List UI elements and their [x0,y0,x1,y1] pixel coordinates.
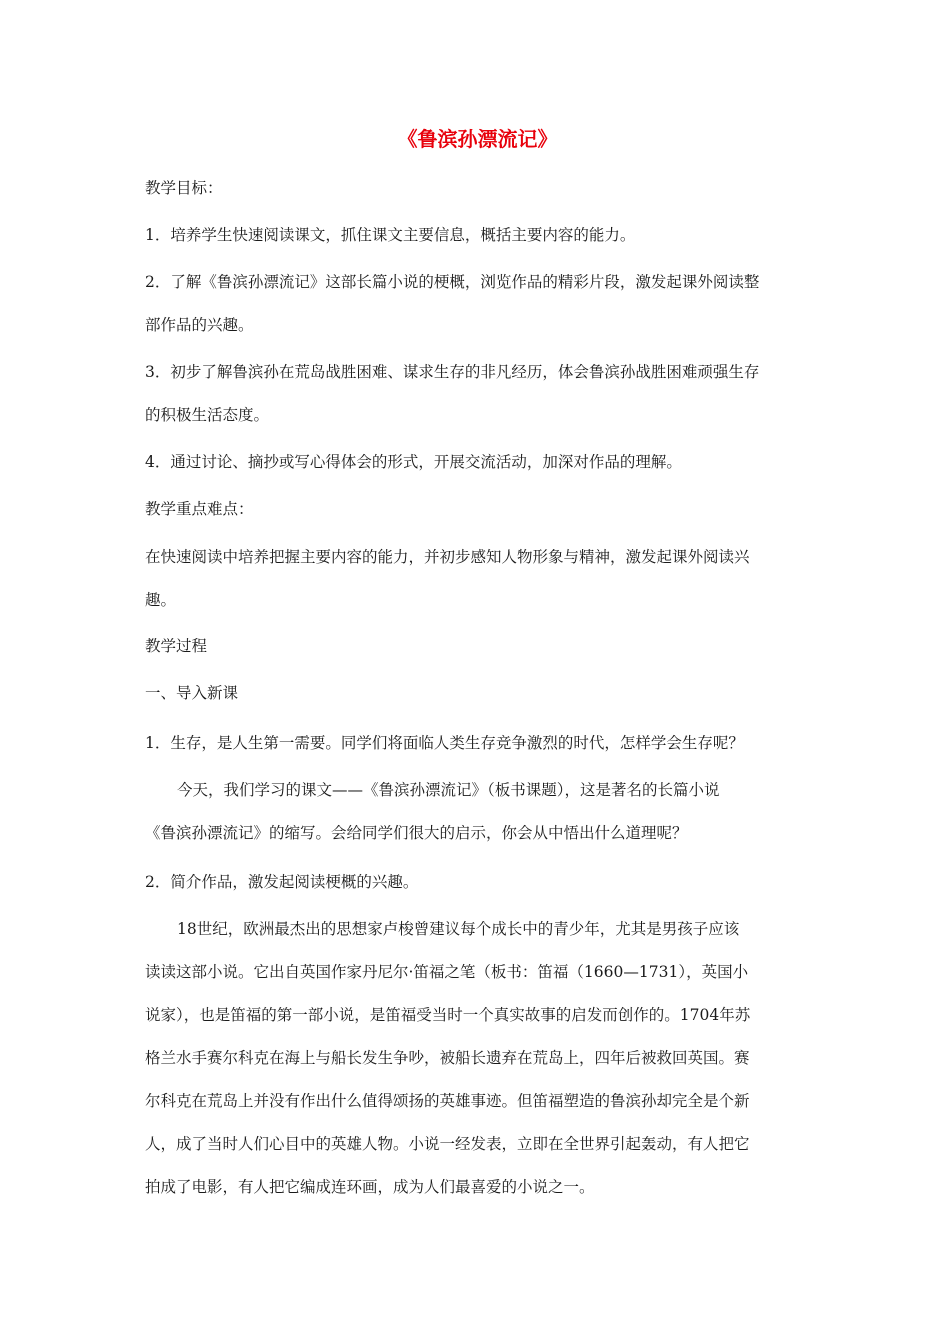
intro-item-1: 1．生存，是人生第一需要。同学们将面临人类生存竞争激烈的时代，怎样学会生存呢？ [145,734,744,752]
author-paragraph-line-2: 读读这部小说。它出自英国作家丹尼尔·笛福之笔（板书：笛福（1660—1731），英国小 [145,963,749,981]
section-heading-process: 教学过程 [145,637,208,655]
objective-4: 4．通过讨论、摘抄或写心得体会的形式，开展交流活动，加深对作品的理解。 [145,453,682,471]
author-paragraph-line-4: 格兰水手赛尔科克在海上与船长发生争吵，被船长遗弃在荒岛上，四年后被救回英国。赛 [145,1049,750,1067]
document-title: 《鲁滨孙漂流记》 [397,127,558,151]
author-paragraph-line-1: 18世纪，欧洲最杰出的思想家卢梭曾建议每个成长中的青少年，尤其是男孩子应该 [177,920,740,938]
key-points-line-1: 在快速阅读中培养把握主要内容的能力，并初步感知人物形象与精神，激发起课外阅读兴 [145,548,750,566]
intro-item-1-continuation-line-2: 《鲁滨孙漂流记》的缩写。会给同学们很大的启示，你会从中悟出什么道理呢？ [145,824,688,842]
objective-2-line-2: 部作品的兴趣。 [145,316,254,334]
objective-3-line-2: 的积极生活态度。 [145,406,270,424]
section-heading-objectives: 教学目标： [145,179,223,197]
objective-2-line-1: 2．了解《鲁滨孙漂流记》这部长篇小说的梗概，浏览作品的精彩片段，激发起课外阅读整 [145,273,760,291]
subsection-heading-intro: 一、导入新课 [145,684,239,702]
objective-3-line-1: 3．初步了解鲁滨孙在荒岛战胜困难、谋求生存的非凡经历，体会鲁滨孙战胜困难顽强生存 [145,363,760,381]
intro-item-1-continuation-line-1: 今天，我们学习的课文——《鲁滨孙漂流记》（板书课题），这是著名的长篇小说 [177,781,720,799]
intro-item-2: 2．简介作品，激发起阅读梗概的兴趣。 [145,873,419,891]
objective-1: 1．培养学生快速阅读课文，抓住课文主要信息，概括主要内容的能力。 [145,226,636,244]
key-points-line-2: 趣。 [145,591,177,609]
author-paragraph-line-3: 说家），也是笛福的第一部小说，是笛福受当时一个真实故事的启发而创作的。1704年苏 [145,1006,751,1024]
author-paragraph-line-7: 拍成了电影，有人把它编成连环画，成为人们最喜爱的小说之一。 [145,1178,595,1196]
section-heading-key-points: 教学重点难点： [145,500,254,518]
author-paragraph-line-6: 人，成了当时人们心目中的英雄人物。小说一经发表，立即在全世界引起轰动，有人把它 [145,1135,750,1153]
author-paragraph-line-5: 尔科克在荒岛上并没有作出什么值得颂扬的英雄事迹。但笛福塑造的鲁滨孙却完全是个新 [145,1092,750,1110]
